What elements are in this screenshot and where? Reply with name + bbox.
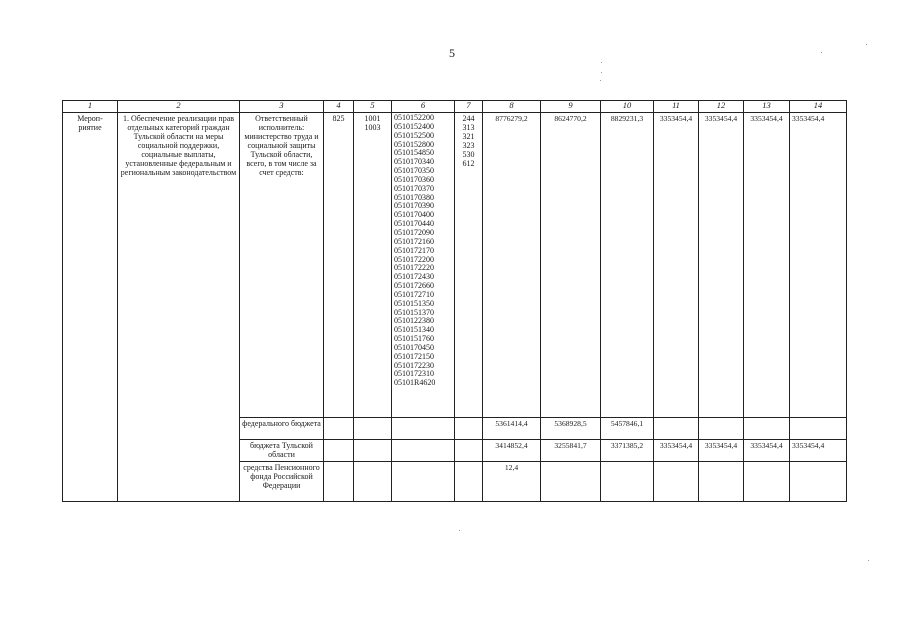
target-article-code: 0510170370 xyxy=(394,183,434,193)
target-article-code: 0510152500 xyxy=(394,130,434,140)
expense-type-code: 321 xyxy=(462,132,475,141)
pension-fund-label: средства Пенсионного фонда Российской Федерации xyxy=(240,462,324,502)
expense-type-code: 530 xyxy=(462,150,475,159)
target-article-code: 0510170400 xyxy=(394,210,434,220)
scan-speck xyxy=(821,52,822,53)
amount-col13: 3353454,4 xyxy=(744,113,790,418)
column-header: 14 xyxy=(790,101,847,113)
column-header: 10 xyxy=(601,101,654,113)
target-article-code: 0510154850 xyxy=(394,148,434,158)
section-code: 1001 xyxy=(364,114,381,123)
federal-col8: 5361414,4 xyxy=(483,418,541,440)
target-article-code: 0510170340 xyxy=(394,157,434,167)
pension-col8: 12,4 xyxy=(483,462,541,502)
column-header: 12 xyxy=(699,101,744,113)
column-header: 6 xyxy=(392,101,455,113)
regional-col12: 3353454,4 xyxy=(699,440,744,462)
target-article-code: 0510172150 xyxy=(394,351,434,361)
page-number: 5 xyxy=(449,46,455,60)
federal-budget-label: федерального бюджета xyxy=(240,418,324,440)
section-code: 1003 xyxy=(364,123,381,132)
amount-col14: 3353454,4 xyxy=(790,113,847,418)
expense-type-code: 244 xyxy=(462,114,475,123)
column-header: 5 xyxy=(354,101,392,113)
amount-col8: 8776279,2 xyxy=(483,113,541,418)
regional-col8: 3414852,4 xyxy=(483,440,541,462)
target-article-code: 0510170390 xyxy=(394,201,434,211)
budget-table xyxy=(62,100,847,502)
amount-col9: 8624770,2 xyxy=(541,113,601,418)
scan-speck xyxy=(600,80,601,81)
regional-col10: 3371385,2 xyxy=(601,440,654,462)
column-header: 1 xyxy=(63,101,118,113)
column-header: 7 xyxy=(455,101,483,113)
activity-description-cell: 1. Обеспечение реализации прав отдельных категорий граждан Тульской области на меры социальной поддержки, социальные выплаты, установленные федеральным и региональным законодательством xyxy=(118,113,240,502)
regional-budget-label: бюджета Тульской области xyxy=(240,440,324,462)
target-article-code: 0510170360 xyxy=(394,174,434,184)
scan-speck xyxy=(459,530,460,531)
column-header: 2 xyxy=(118,101,240,113)
federal-col9: 5368928,5 xyxy=(541,418,601,440)
target-article-code: 0510172160 xyxy=(394,236,434,246)
target-article-code: 0510170450 xyxy=(394,342,434,352)
target-article-code: 0510152400 xyxy=(394,121,434,131)
expense-type-codes-cell xyxy=(455,113,483,418)
expense-type-code: 323 xyxy=(462,141,475,150)
scan-speck xyxy=(601,62,602,63)
activity-type-cell: Мероп- риятие xyxy=(63,113,118,502)
target-article-code: 0510122380 xyxy=(394,316,434,326)
scan-speck xyxy=(601,72,602,73)
target-article-code: 0510151350 xyxy=(394,298,434,308)
target-article-code: 0510172090 xyxy=(394,227,434,237)
target-article-code: 0510152800 xyxy=(394,139,434,149)
column-header: 4 xyxy=(324,101,354,113)
target-article-code: 0510172430 xyxy=(394,272,434,282)
federal-col10: 5457846,1 xyxy=(601,418,654,440)
table-row-activity xyxy=(63,113,847,418)
column-header: 8 xyxy=(483,101,541,113)
section-codes-cell xyxy=(354,113,392,418)
header-row xyxy=(63,101,847,113)
target-article-code: 0510151370 xyxy=(394,307,434,317)
expense-type-code: 313 xyxy=(462,123,475,132)
regional-col13: 3353454,4 xyxy=(744,440,790,462)
target-article-codes-cell xyxy=(392,113,455,418)
column-header: 9 xyxy=(541,101,601,113)
target-article-code: 0510170440 xyxy=(394,219,434,229)
regional-col11: 3353454,4 xyxy=(654,440,699,462)
target-article-code: 0510151760 xyxy=(394,334,434,344)
scan-speck xyxy=(868,560,869,561)
target-article-code: 0510170350 xyxy=(394,166,434,176)
target-article-code: 0510152200 xyxy=(394,113,434,122)
target-article-code: 0510172230 xyxy=(394,360,434,370)
target-article-code: 0510172710 xyxy=(394,289,434,299)
ministry-code-cell: 825 xyxy=(324,113,354,418)
target-article-code: 0510151340 xyxy=(394,325,434,335)
expense-type-code: 612 xyxy=(462,159,475,168)
regional-col9: 3255841,7 xyxy=(541,440,601,462)
column-header: 11 xyxy=(654,101,699,113)
column-header: 13 xyxy=(744,101,790,113)
column-header: 3 xyxy=(240,101,324,113)
scan-speck xyxy=(866,44,867,45)
target-article-code: 0510172170 xyxy=(394,245,434,255)
amount-col11: 3353454,4 xyxy=(654,113,699,418)
target-article-code: 0510172660 xyxy=(394,281,434,291)
target-article-code: 0510172220 xyxy=(394,263,434,273)
target-article-code: 05101R4620 xyxy=(394,378,436,388)
amount-col10: 8829231,3 xyxy=(601,113,654,418)
responsible-executor-cell: Ответственный исполнитель: министерство труда и социальной защиты Тульской области, всего, в том числе за счет средств: xyxy=(240,113,324,418)
regional-col14: 3353454,4 xyxy=(790,440,847,462)
target-article-code: 0510172310 xyxy=(394,369,434,379)
target-article-code: 0510170380 xyxy=(394,192,434,202)
target-article-code: 0510172200 xyxy=(394,254,434,264)
amount-col12: 3353454,4 xyxy=(699,113,744,418)
